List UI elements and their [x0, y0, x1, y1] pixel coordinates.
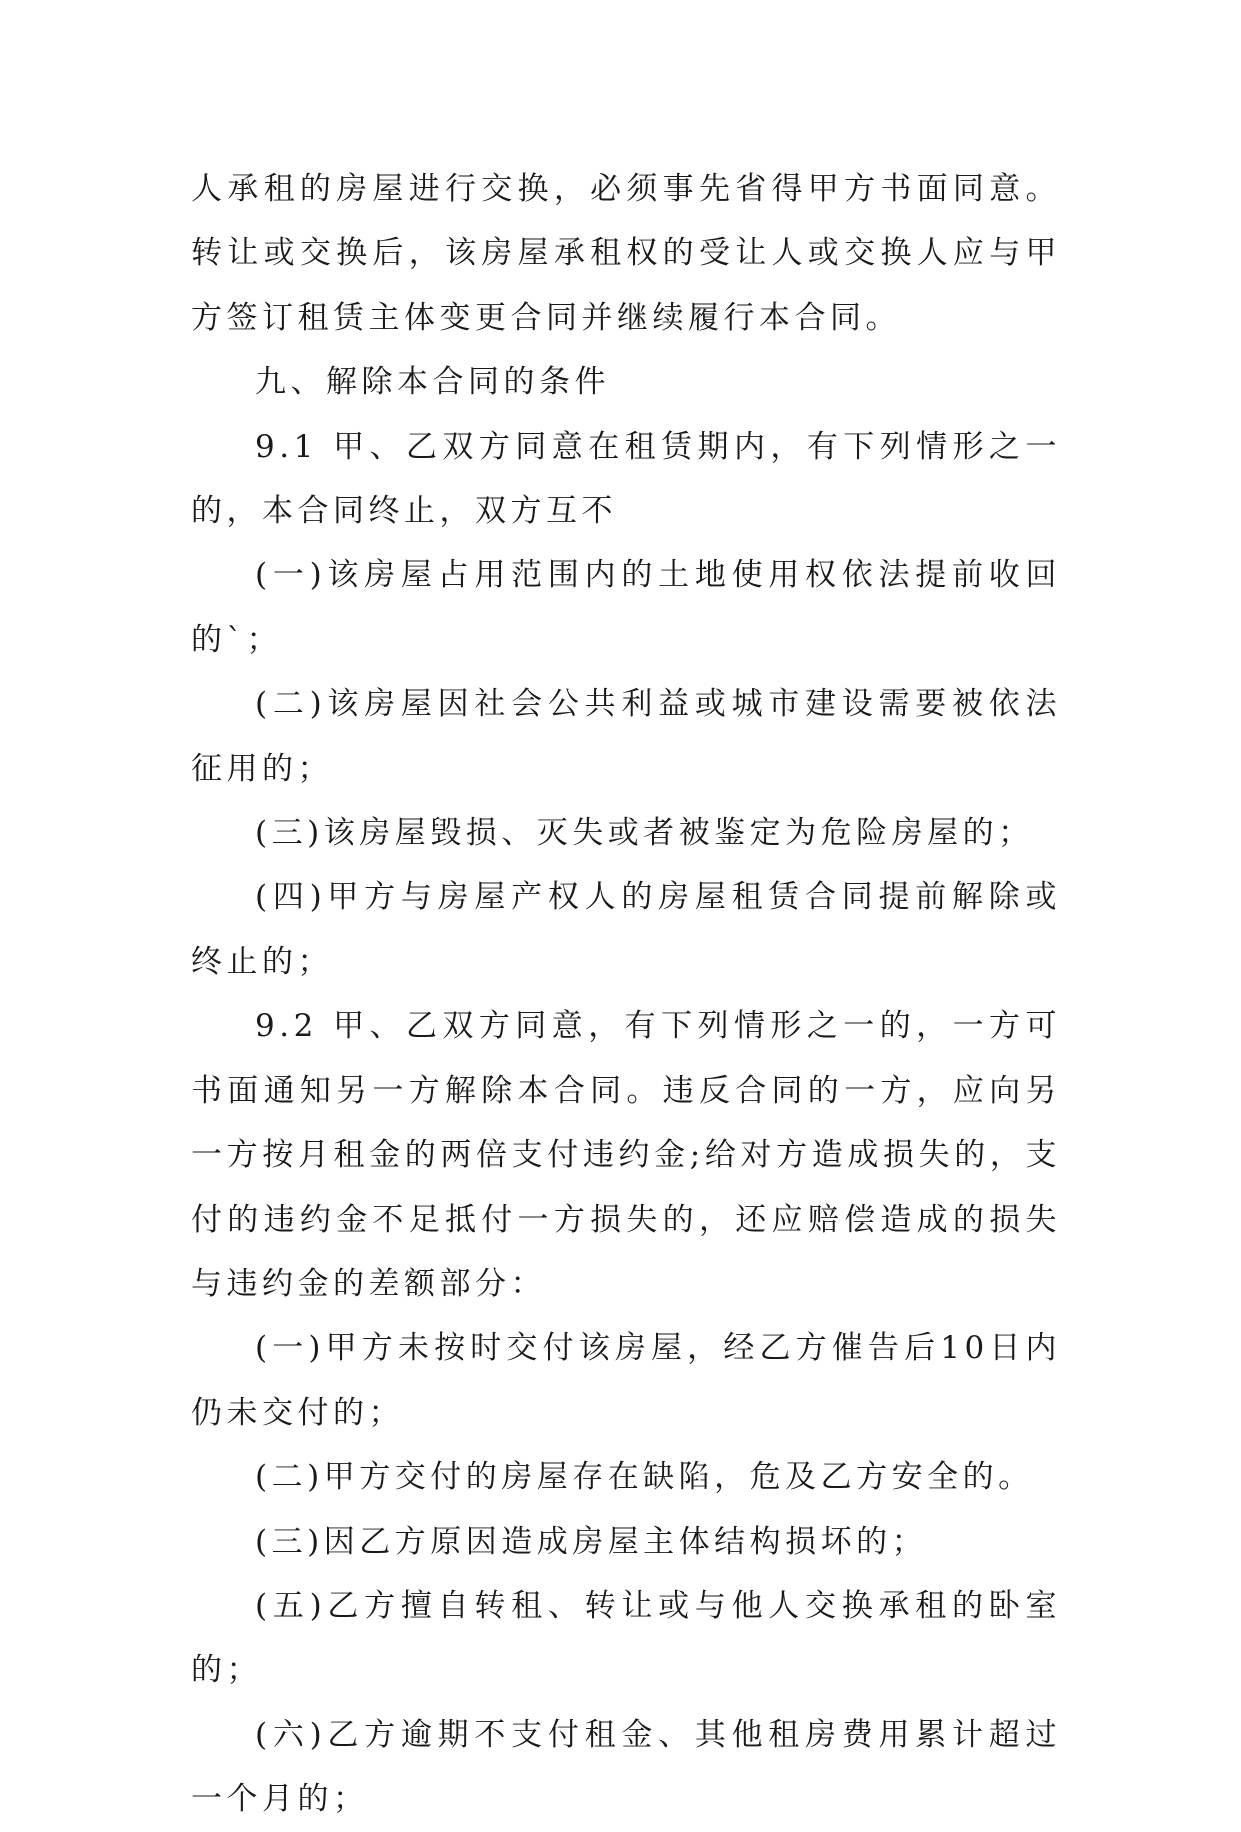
clause-9-2-item-2: (二)甲方交付的房屋存在缺陷，危及乙方安全的。 [255, 1459, 1034, 1496]
clause-9-1-item-2: (二)该房屋因社会公共利益或城市建设需要被依法征用的； [191, 686, 1061, 787]
section-heading-9: 九、解除本合同的条件 [255, 364, 610, 401]
clause-9-2-item-5: (五)乙方擅自转租、转让或与他人交换承租的卧室的； [191, 1587, 1061, 1689]
clause-9-2-item-3: (三)因乙方原因造成房屋主体结构损坏的； [255, 1523, 928, 1560]
clause-9-2: 9.2 甲、乙双方同意，有下列情形之一的，一方可书面通知另一方解除本合同。违反合同的一方，应向另一方按月租金的两倍支付违约金;给对方造成损失的，支付的违约金不足抵付一方损失的，还应赔偿造成的损失与违约金的差额部分： [191, 1008, 1061, 1302]
clause-9-1: 9.1 甲、乙双方同意在租赁期内，有下列情形之一的，本合同终止，双方互不 [191, 428, 1061, 530]
clause-9-1-item-3: (三)该房屋毁损、灭失或者被鉴定为危险房屋的； [255, 815, 1034, 852]
clause-9-2-item-6: (六)乙方逾期不支付租金、其他租房费用累计超过一个月的； [191, 1716, 1061, 1818]
paragraph-continuation: 人承租的房屋进行交换，必须事先省得甲方书面同意。转让或交换后，该房屋承租权的受让人或交换人应与甲方签订租赁主体变更合同并继续履行本合同。 [191, 171, 1061, 336]
clause-9-2-item-1: (一)甲方未按时交付该房屋，经乙方催告后10日内仍未交付的； [191, 1330, 1061, 1431]
clause-9-1-item-4: (四)甲方与房屋产权人的房屋租赁合同提前解除或终止的； [191, 879, 1061, 980]
clause-9-1-item-1: (一)该房屋占用范围内的土地使用权依法提前收回的`； [191, 557, 1061, 658]
document-body [191, 157, 1061, 1832]
